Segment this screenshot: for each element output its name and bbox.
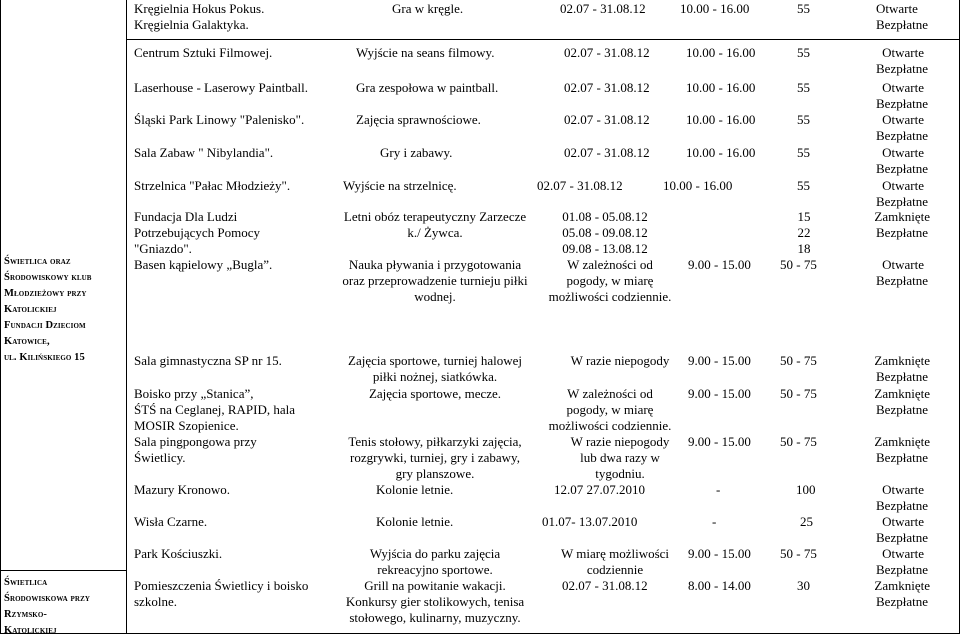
activity-cell: Gry i zabawy.: [380, 145, 453, 160]
place-cell: MOSIR Szopienice.: [134, 418, 239, 433]
activity-cell: stołowego, kulinarny, muzyczny.: [349, 610, 521, 625]
activity-cell: Kolonie letnie.: [376, 514, 454, 529]
sidebar-divider: [0, 570, 126, 571]
status-cell: Zamknięte: [874, 578, 930, 593]
status-cell: Otwarte: [882, 482, 924, 497]
status-cell: Otwarte: [882, 45, 924, 60]
activity-cell: Zajęcia sportowe, turniej halowej: [348, 353, 522, 368]
hours-cell: 10.00 - 16.00: [686, 80, 756, 95]
count-cell: 55: [797, 1, 810, 16]
count-cell: 100: [796, 482, 816, 497]
status-cell: Bezpłatne: [876, 562, 928, 577]
status-cell: Bezpłatne: [876, 128, 928, 143]
count-cell: 22: [797, 225, 811, 240]
sidebar-line: ul. Kilińskiego 15: [4, 352, 85, 363]
count-cell: 55: [797, 112, 810, 127]
dates-cell: tygodniu.: [595, 466, 645, 481]
count-cell: 55: [797, 45, 810, 60]
hours-cell: 8.00 - 14.00: [688, 578, 751, 593]
status-cell: Bezpłatne: [876, 17, 928, 32]
dates-cell: W razie niepogody: [570, 434, 670, 449]
status-cell: Bezpłatne: [876, 530, 928, 545]
activity-cell: rekreacyjno sportowe.: [377, 562, 493, 577]
sidebar-line: Katolickiej: [4, 304, 57, 315]
hours-cell: 9.00 - 15.00: [688, 546, 751, 561]
count-cell: 50 - 75: [780, 353, 817, 368]
status-cell: Bezpłatne: [876, 450, 928, 465]
count-cell: 15: [797, 209, 811, 224]
count-cell: 50 - 75: [780, 546, 817, 561]
count-cell: 50 - 75: [780, 257, 817, 272]
place-cell: "Gniazdo".: [134, 241, 192, 256]
count-cell: 50 - 75: [780, 386, 817, 401]
place-cell: Kręgielnia Hokus Pokus.: [134, 1, 265, 16]
count-cell: 55: [797, 145, 810, 160]
place-cell: Świetlicy.: [134, 450, 186, 465]
dates-cell: 05.08 - 09.08.12: [562, 225, 648, 240]
dates-cell: W razie niepogody: [570, 353, 670, 368]
status-cell: Otwarte: [882, 514, 924, 529]
sidebar-line: Katowice,: [4, 336, 50, 347]
sidebar-block-2: [4, 575, 124, 639]
status-cell: Bezpłatne: [876, 194, 928, 209]
place-cell: Sala gimnastyczna SP nr 15.: [134, 353, 282, 368]
dates-cell: 02.07 - 31.08.12: [537, 178, 623, 193]
hours-cell: 9.00 - 15.00: [688, 386, 751, 401]
status-cell: Zamknięte: [874, 353, 930, 368]
activity-cell: wodnej.: [414, 289, 456, 304]
place-cell: Wisła Czarne.: [134, 514, 208, 529]
activity-cell: Letni obóz terapeutyczny Zarzecze: [343, 209, 527, 224]
hours-cell: 10.00 - 16.00: [686, 112, 756, 127]
place-cell: Strzelnica "Pałac Młodzieży".: [134, 178, 291, 193]
count-cell: 18: [797, 241, 811, 256]
place-cell: Sala Zabaw " Nibylandia".: [134, 145, 274, 160]
hours-cell: 9.00 - 15.00: [688, 353, 751, 368]
activity-cell: Wyjście na seans filmowy.: [356, 45, 495, 60]
hours-cell: 10.00 - 16.00: [663, 178, 733, 193]
count-cell: 55: [797, 178, 810, 193]
dates-cell: W zależności od: [567, 386, 653, 401]
sidebar-block-1: [4, 254, 124, 366]
dates-cell: 02.07 - 31.08.12: [564, 80, 650, 95]
sidebar-line: Fundacji Dzieciom: [4, 320, 86, 331]
dates-cell: możliwości codziennie.: [548, 418, 672, 433]
activity-cell: piłki nożnej, siatkówka.: [372, 369, 498, 384]
status-cell: Bezpłatne: [876, 402, 928, 417]
hours-cell: 9.00 - 15.00: [688, 434, 751, 449]
activity-cell: Konkursy gier stolikowych, tenisa: [345, 594, 525, 609]
place-cell: Park Kościuszki.: [134, 546, 223, 561]
activity-cell: rozgrywki, turniej, gry i zabawy,: [350, 450, 520, 465]
activity-cell: oraz przeprowadzenie turnieju piłki: [342, 273, 528, 288]
sidebar-line: Środowiskowa przy: [4, 593, 91, 604]
dates-cell: 09.08 - 13.08.12: [562, 241, 648, 256]
dates-cell: W zależności od: [567, 257, 653, 272]
hours-cell: -: [712, 514, 717, 529]
dates-cell: codziennie: [586, 562, 644, 577]
dates-cell: 02.07 - 31.08.12: [564, 112, 650, 127]
status-cell: Bezpłatne: [876, 498, 928, 513]
dates-cell: 01.07- 13.07.2010: [542, 514, 638, 529]
status-cell: Otwarte: [882, 178, 924, 193]
place-cell: Pomieszczenia Świetlicy i boisko: [134, 578, 309, 593]
sidebar-line: Młodzieżowy przy: [4, 288, 87, 299]
status-cell: Zamknięte: [874, 434, 930, 449]
status-cell: Otwarte: [882, 257, 924, 272]
dates-cell: 12.07 27.07.2010: [554, 482, 645, 497]
sidebar-line: Rzymsko-: [4, 609, 47, 620]
place-cell: Śląski Park Linowy "Palenisko".: [134, 112, 305, 127]
status-cell: Otwarte: [882, 112, 924, 127]
activity-cell: Zajęcia sprawnościowe.: [356, 112, 481, 127]
row-divider: [126, 39, 960, 40]
sidebar-line: Świetlica: [4, 577, 48, 588]
status-cell: Bezpłatne: [876, 161, 928, 176]
status-cell: Bezpłatne: [876, 225, 928, 240]
count-cell: 50 - 75: [780, 434, 817, 449]
activity-cell: Nauka pływania i przygotowania: [348, 257, 522, 272]
status-cell: Zamknięte: [874, 386, 930, 401]
status-cell: Bezpłatne: [876, 96, 928, 111]
dates-cell: 01.08 - 05.08.12: [562, 209, 648, 224]
status-cell: Zamknięte: [874, 209, 930, 224]
activity-cell: Kolonie letnie.: [376, 482, 454, 497]
dates-cell: możliwości codziennie.: [548, 289, 672, 304]
place-cell: Sala pingpongowa przy: [134, 434, 257, 449]
place-cell: ŚTŚ na Ceglanej, RAPID, hala: [134, 402, 296, 417]
status-cell: Otwarte: [876, 1, 918, 16]
column-divider: [126, 0, 127, 634]
place-cell: Laserhouse - Laserowy Paintball.: [134, 80, 309, 95]
place-cell: Mazury Kronowo.: [134, 482, 231, 497]
place-cell: Boisko przy „Stanica”,: [134, 386, 254, 401]
status-cell: Bezpłatne: [876, 594, 928, 609]
dates-cell: 02.07 - 31.08.12: [564, 45, 650, 60]
dates-cell: 02.07 - 31.08.12: [562, 578, 648, 593]
status-cell: Otwarte: [882, 546, 924, 561]
activity-cell: Gra zespołowa w paintball.: [356, 80, 499, 95]
activity-cell: Wyjście na strzelnicę.: [343, 178, 457, 193]
dates-cell: pogody, w miarę: [566, 273, 654, 288]
hours-cell: 9.00 - 15.00: [688, 257, 751, 272]
status-cell: Bezpłatne: [876, 61, 928, 76]
place-cell: Fundacja Dla Ludzi: [134, 209, 238, 224]
activity-cell: Tenis stołowy, piłkarzyki zajęcia,: [348, 434, 522, 449]
count-cell: 55: [797, 80, 810, 95]
sidebar-line: Świetlica oraz: [4, 256, 71, 267]
status-cell: Otwarte: [882, 145, 924, 160]
place-cell: Kręgielnia Galaktyka.: [134, 17, 249, 32]
dates-cell: 02.07 - 31.08.12: [560, 1, 646, 16]
activity-cell: Wyjścia do parku zajęcia: [369, 546, 501, 561]
place-cell: Basen kąpielowy „Bugla”.: [134, 257, 273, 272]
table-border-left: [0, 0, 1, 634]
activity-cell: Grill na powitanie wakacji.: [364, 578, 506, 593]
place-cell: Centrum Sztuki Filmowej.: [134, 45, 273, 60]
dates-cell: W miarę możliwości: [560, 546, 670, 561]
count-cell: 30: [797, 578, 810, 593]
place-cell: Potrzebujących Pomocy: [134, 225, 260, 240]
status-cell: Bezpłatne: [876, 369, 928, 384]
dates-cell: 02.07 - 31.08.12: [564, 145, 650, 160]
hours-cell: 10.00 - 16.00: [686, 145, 756, 160]
activity-cell: Zajęcia sportowe, mecze.: [368, 386, 502, 401]
count-cell: 25: [800, 514, 813, 529]
hours-cell: 10.00 - 16.00: [680, 1, 750, 16]
sidebar-line: Środowiskowy klub: [4, 272, 92, 283]
dates-cell: lub dwa razy w: [580, 450, 660, 465]
dates-cell: pogody, w miarę: [566, 402, 654, 417]
hours-cell: 10.00 - 16.00: [686, 45, 756, 60]
sidebar-line: Katolickiej: [4, 625, 57, 636]
status-cell: Otwarte: [882, 80, 924, 95]
status-cell: Bezpłatne: [876, 273, 928, 288]
activity-cell: Gra w kręgle.: [392, 1, 464, 16]
activity-cell: k./ Żywca.: [407, 225, 463, 240]
hours-cell: -: [716, 482, 721, 497]
place-cell: szkolne.: [134, 594, 177, 609]
activity-cell: gry planszowe.: [395, 466, 475, 481]
